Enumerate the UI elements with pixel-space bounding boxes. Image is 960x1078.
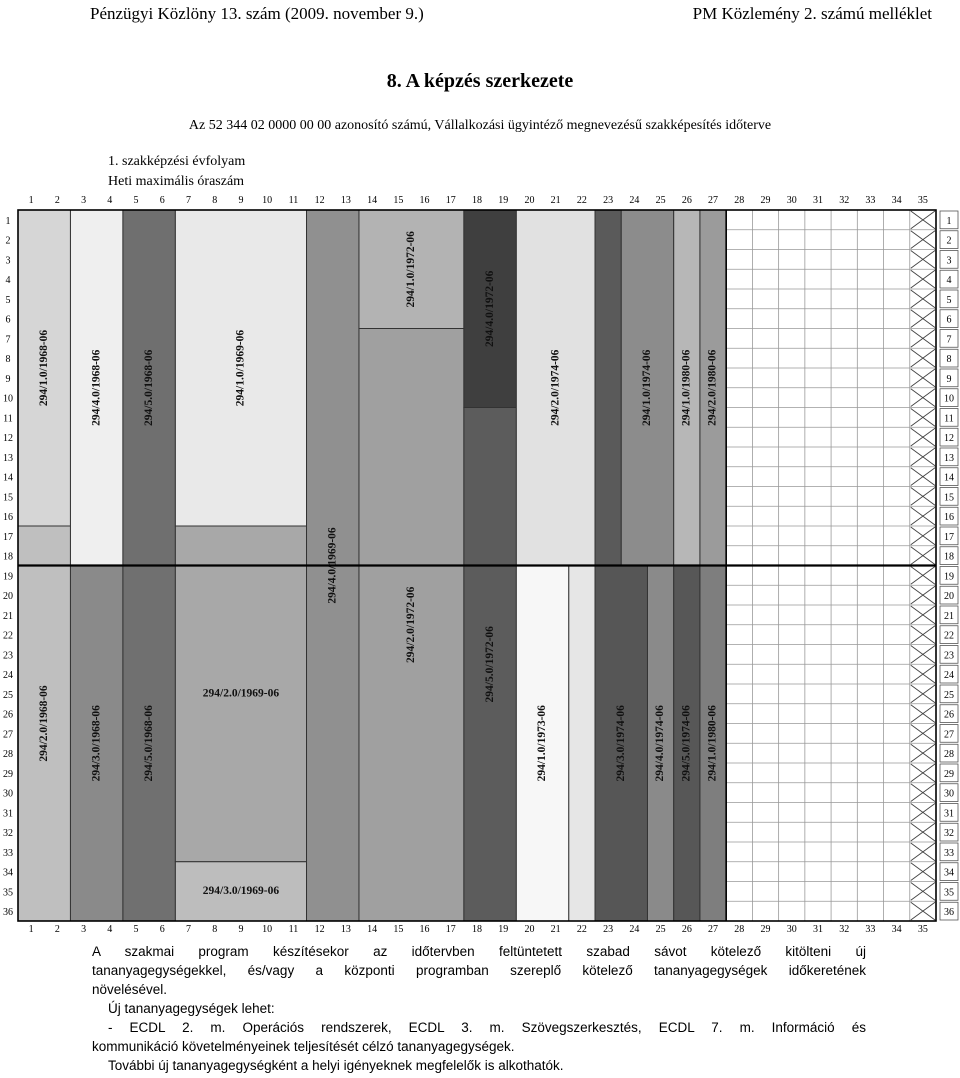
column-number-bottom: 7 xyxy=(185,924,191,935)
row-number-left: 20 xyxy=(3,591,13,603)
row-number-right: 8 xyxy=(946,354,952,366)
row-number-right: 5 xyxy=(946,294,952,306)
column-number-bottom: 9 xyxy=(238,924,244,935)
column-number-top: 7 xyxy=(185,195,191,206)
module-label: 294/1.0/1972-06 xyxy=(405,231,418,308)
module-block xyxy=(595,210,621,566)
module-label: 294/4.0/1968-06 xyxy=(90,349,103,426)
column-number-bottom: 10 xyxy=(262,924,273,935)
column-number-top: 26 xyxy=(681,195,692,206)
column-number-bottom: 15 xyxy=(393,924,404,935)
footer-line-1: A szakmai program készítésekor az időtervben feltüntetett szabad sávot kötelező kitölteni új xyxy=(92,944,866,959)
column-number-top: 12 xyxy=(314,195,325,206)
column-number-bottom: 4 xyxy=(107,924,113,935)
row-number-right: 18 xyxy=(944,551,954,563)
row-number-right: 20 xyxy=(944,591,954,603)
module-label: 294/1.0/1973-06 xyxy=(536,705,549,782)
column-number-top: 8 xyxy=(212,195,218,206)
row-number-left: 18 xyxy=(3,551,13,563)
row-number-right: 4 xyxy=(946,275,952,287)
row-number-left: 16 xyxy=(3,512,13,524)
column-number-bottom: 34 xyxy=(891,924,902,935)
row-number-right: 1 xyxy=(946,215,952,227)
column-number-bottom: 5 xyxy=(133,924,139,935)
column-number-bottom: 20 xyxy=(524,924,535,935)
module-label: 294/5.0/1974-06 xyxy=(680,705,693,782)
row-number-left: 29 xyxy=(3,768,13,780)
row-number-right: 2 xyxy=(946,235,952,247)
column-number-bottom: 11 xyxy=(288,924,299,935)
row-number-right: 26 xyxy=(944,709,954,721)
column-number-top: 31 xyxy=(812,195,823,206)
column-number-top: 17 xyxy=(445,195,456,206)
row-number-right: 12 xyxy=(944,433,954,445)
module-label: 294/1.0/1968-06 xyxy=(37,329,50,407)
row-number-left: 19 xyxy=(3,571,13,583)
column-number-top: 10 xyxy=(262,195,273,206)
column-number-bottom: 3 xyxy=(81,924,87,935)
row-number-right: 36 xyxy=(944,907,954,919)
row-number-left: 14 xyxy=(3,472,13,484)
column-number-top: 25 xyxy=(655,195,666,206)
row-number-right: 30 xyxy=(944,788,954,800)
column-number-top: 9 xyxy=(238,195,244,206)
column-number-bottom: 19 xyxy=(498,924,509,935)
column-number-top: 20 xyxy=(524,195,535,206)
row-number-left: 6 xyxy=(5,314,11,326)
column-number-top: 18 xyxy=(472,195,482,206)
row-number-left: 26 xyxy=(3,709,13,721)
column-number-top: 32 xyxy=(839,195,850,206)
row-number-right: 3 xyxy=(946,255,952,267)
column-number-bottom: 18 xyxy=(472,924,482,935)
year-label: 1. szakképzési évfolyam xyxy=(108,154,246,169)
footer-line-6: kommunikáció követelményeinek teljesítését célzó tananyagegységek. xyxy=(92,1039,515,1054)
module-label: 294/1.0/1974-06 xyxy=(641,349,654,426)
module-label: 294/2.0/1980-06 xyxy=(706,349,719,426)
column-number-bottom: 33 xyxy=(865,924,876,935)
column-number-top: 27 xyxy=(708,195,719,206)
row-number-left: 3 xyxy=(5,255,11,267)
module-label: 294/2.0/1974-06 xyxy=(549,349,562,426)
column-number-top: 6 xyxy=(159,195,165,206)
footer-line-3: növelésével. xyxy=(92,982,168,997)
column-number-bottom: 21 xyxy=(550,924,561,935)
row-number-left: 12 xyxy=(3,433,13,445)
column-number-top: 13 xyxy=(340,195,351,206)
row-number-right: 25 xyxy=(944,689,954,701)
row-number-left: 24 xyxy=(3,670,13,682)
column-number-bottom: 32 xyxy=(839,924,850,935)
row-number-right: 28 xyxy=(944,749,954,761)
module-label: 294/3.0/1968-06 xyxy=(90,705,103,782)
row-number-left: 10 xyxy=(3,393,13,405)
module-label: 294/5.0/1968-06 xyxy=(142,705,155,782)
row-number-right: 35 xyxy=(944,887,954,899)
column-number-top: 30 xyxy=(786,195,797,206)
column-number-bottom: 24 xyxy=(629,924,640,935)
row-number-right: 16 xyxy=(944,512,954,524)
column-number-top: 28 xyxy=(734,195,745,206)
column-number-top: 14 xyxy=(367,195,378,206)
row-number-right: 24 xyxy=(944,670,954,682)
module-label: 294/2.0/1972-06 xyxy=(405,586,418,663)
column-number-top: 11 xyxy=(288,195,299,206)
column-number-top: 5 xyxy=(133,195,139,206)
row-number-right: 21 xyxy=(944,610,954,622)
row-number-right: 29 xyxy=(944,768,954,780)
footer-line-4: Új tananyagegységek lehet: xyxy=(108,1001,275,1016)
row-number-right: 13 xyxy=(944,452,954,464)
row-number-left: 15 xyxy=(3,492,13,504)
row-number-left: 35 xyxy=(3,887,13,899)
column-number-top: 19 xyxy=(498,195,509,206)
column-number-top: 23 xyxy=(603,195,614,206)
column-number-top: 29 xyxy=(760,195,771,206)
module-label: 294/5.0/1972-06 xyxy=(483,626,496,703)
module-label: 294/4.0/1969-06 xyxy=(326,527,339,604)
column-number-bottom: 17 xyxy=(445,924,456,935)
module-label: 294/4.0/1974-06 xyxy=(654,705,667,782)
row-number-left: 28 xyxy=(3,749,13,761)
row-number-left: 31 xyxy=(3,808,13,820)
row-number-left: 32 xyxy=(3,828,13,840)
column-number-top: 33 xyxy=(865,195,876,206)
row-number-right: 34 xyxy=(944,867,954,879)
column-number-bottom: 13 xyxy=(340,924,351,935)
column-number-bottom: 27 xyxy=(708,924,719,935)
column-number-bottom: 16 xyxy=(419,924,430,935)
row-number-left: 34 xyxy=(3,867,13,879)
row-number-left: 7 xyxy=(5,334,11,346)
module-label: 294/5.0/1968-06 xyxy=(142,349,155,426)
module-block xyxy=(569,566,595,922)
row-number-left: 22 xyxy=(3,630,13,642)
row-number-right: 23 xyxy=(944,650,954,662)
footer-line-5: - ECDL 2. m. Operációs rendszerek, ECDL 3. m. Szövegszerkesztés, ECDL 7. m. Információ és xyxy=(108,1020,866,1035)
column-number-bottom: 29 xyxy=(760,924,771,935)
row-number-right: 15 xyxy=(944,492,954,504)
row-number-right: 7 xyxy=(946,334,952,346)
column-number-top: 15 xyxy=(393,195,404,206)
module-label: 294/1.0/1980-06 xyxy=(680,349,693,426)
row-number-left: 25 xyxy=(3,689,13,701)
module-label: 294/3.0/1969-06 xyxy=(202,885,280,898)
column-number-top: 1 xyxy=(28,195,34,206)
row-number-right: 19 xyxy=(944,571,954,583)
row-number-left: 27 xyxy=(3,729,13,741)
column-number-top: 34 xyxy=(891,195,902,206)
row-number-right: 33 xyxy=(944,847,954,859)
column-number-bottom: 26 xyxy=(681,924,692,935)
row-number-left: 36 xyxy=(3,907,13,919)
row-number-right: 9 xyxy=(946,373,952,385)
row-number-right: 10 xyxy=(944,393,954,405)
header-right: PM Közlemény 2. számú melléklet xyxy=(692,4,932,23)
row-number-left: 4 xyxy=(5,275,11,287)
column-number-top: 4 xyxy=(107,195,113,206)
column-number-bottom: 30 xyxy=(786,924,797,935)
row-number-right: 32 xyxy=(944,828,954,840)
column-number-top: 24 xyxy=(629,195,640,206)
row-number-right: 6 xyxy=(946,314,952,326)
footer-line-2: tananyagegységekkel, és/vagy a központi programban szereplő kötelező tananyagegységek időkeretének xyxy=(92,963,866,978)
subtitle: Az 52 344 02 0000 00 00 azonosító számú, Vállalkozási ügyintéző megnevezésű szakképesítés időterve xyxy=(188,118,772,133)
column-number-bottom: 31 xyxy=(812,924,823,935)
row-number-left: 5 xyxy=(5,294,11,306)
timetable-chart xyxy=(0,190,960,940)
section-title: 8. A képzés szerkezete xyxy=(386,70,574,92)
module-label: 294/2.0/1968-06 xyxy=(37,685,50,762)
module-label: 294/3.0/1974-06 xyxy=(614,705,627,782)
column-number-bottom: 25 xyxy=(655,924,666,935)
module-label: 294/2.0/1969-06 xyxy=(202,687,280,700)
row-number-right: 11 xyxy=(944,413,954,425)
module-label: 294/1.0/1969-06 xyxy=(234,329,247,407)
hours-label: Heti maximális óraszám xyxy=(108,174,245,189)
module-label: 294/1.0/1980-06 xyxy=(706,705,719,782)
column-number-top: 35 xyxy=(917,195,928,206)
row-number-left: 17 xyxy=(3,531,13,543)
column-number-bottom: 14 xyxy=(367,924,378,935)
row-number-left: 30 xyxy=(3,788,13,800)
row-number-left: 11 xyxy=(3,413,13,425)
column-number-top: 3 xyxy=(81,195,87,206)
column-number-bottom: 35 xyxy=(917,924,928,935)
module-label: 294/4.0/1972-06 xyxy=(483,270,496,347)
row-number-left: 2 xyxy=(5,235,11,247)
row-number-right: 31 xyxy=(944,808,954,820)
column-number-bottom: 6 xyxy=(159,924,165,935)
row-number-right: 14 xyxy=(944,472,954,484)
column-number-bottom: 23 xyxy=(603,924,614,935)
row-number-right: 27 xyxy=(944,729,954,741)
row-number-right: 17 xyxy=(944,531,954,543)
row-number-left: 8 xyxy=(5,354,11,366)
row-number-left: 13 xyxy=(3,452,13,464)
row-number-left: 21 xyxy=(3,610,13,622)
column-number-top: 21 xyxy=(550,195,561,206)
row-number-left: 23 xyxy=(3,650,13,662)
column-number-bottom: 8 xyxy=(212,924,218,935)
column-number-bottom: 2 xyxy=(54,924,60,935)
column-number-bottom: 28 xyxy=(734,924,745,935)
header-left: Pénzügyi Közlöny 13. szám (2009. november 9.) xyxy=(90,4,424,23)
row-number-left: 9 xyxy=(5,373,11,385)
row-number-left: 33 xyxy=(3,847,13,859)
footer-line-7: További új tananyagegységként a helyi igényeknek megfelelők is alkothatók. xyxy=(108,1058,564,1073)
row-number-left: 1 xyxy=(5,215,11,227)
column-number-top: 22 xyxy=(576,195,587,206)
row-number-right: 22 xyxy=(944,630,954,642)
column-number-bottom: 12 xyxy=(314,924,325,935)
column-number-bottom: 1 xyxy=(28,924,34,935)
column-number-top: 2 xyxy=(54,195,60,206)
column-number-top: 16 xyxy=(419,195,430,206)
column-number-bottom: 22 xyxy=(576,924,587,935)
